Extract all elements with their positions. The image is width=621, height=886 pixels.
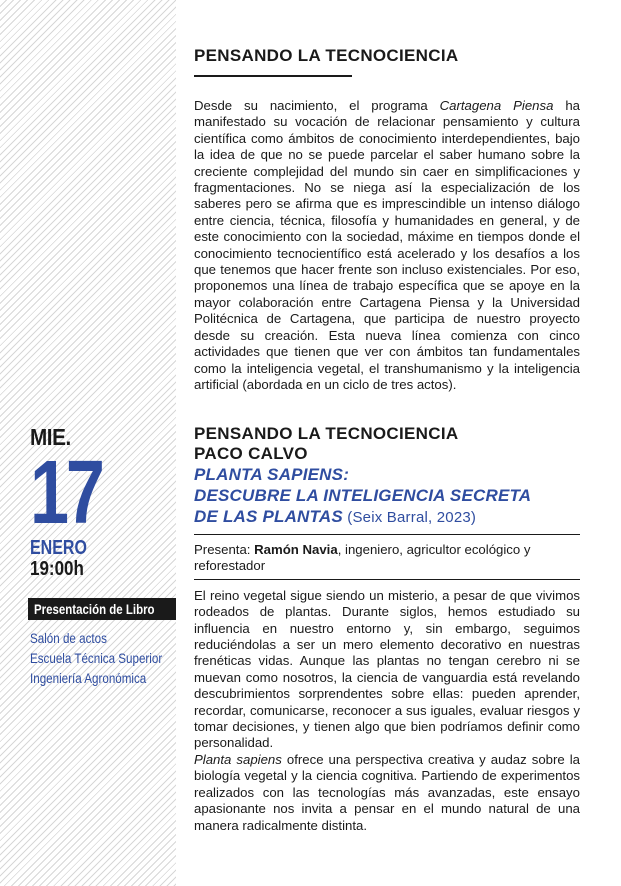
event-venue [30, 628, 180, 688]
event-section [194, 424, 580, 834]
event-day: 17 [30, 443, 102, 543]
description-paragraph [194, 752, 580, 834]
presenter-description: , ingeniero, agricultor ecológico y reforestador [194, 542, 531, 574]
event-date-block [30, 424, 180, 581]
presenter-label: Presenta: [194, 542, 255, 557]
intro-section [194, 46, 580, 393]
book-title-line: DESCUBRE LA INTELIGENCIA SECRETA [194, 486, 532, 505]
event-month: ENERO [30, 537, 87, 559]
title-rule [194, 75, 352, 77]
event-series: PENSANDO LA TECNOCIENCIA [194, 424, 459, 443]
venue-line: Salón de actos [30, 630, 107, 646]
event-time: 19:00h [30, 558, 84, 580]
venue-line: Escuela Técnica Superior [30, 650, 163, 666]
intro-text-rest: ha manifestado su vocación de relacionar pensamiento y cultura científica como ámbitos de conocimiento interdependientes, bajo la idea de que no se puede parcelar el saber humano sobre la creciente complejidad del mundo sin caer en simplificaciones y fragmentaciones. No se niega así la especialización de los saberes pero se afirma que es imprescindible un intenso diálogo entre ciencia, técnica, filosofía y humanidades en general, y de este conocimiento con la sociedad, máxime en tiempos donde el conocimiento tecnocientífico está acelerado y los desafíos a los que tenemos que hacer frente son incluso existenciales. Por eso, proponemos una línea de trabajo específica que se apoye en la mayor colaboración entre Cartagena Piensa y la Universidad Politécnica de Cartagena, que participa de nuestro proyecto desde su creación. Esta nueva línea comienza con cinco actividades que tienen que ver con ámbitos tan fundamentales como la inteligencia vegetal, el transhumanismo y la inteligencia artificial (abordada en un ciclo de tres actos). [194, 98, 580, 392]
book-title-line: PLANTA SAPIENS: [194, 465, 350, 484]
intro-text-start: Desde su nacimiento, el programa [194, 98, 440, 113]
presenter-line [194, 542, 580, 575]
event-author: PACO CALVO [194, 444, 308, 463]
book-publisher: (Seix Barral, 2023) [342, 509, 477, 526]
divider [194, 579, 580, 580]
program-name: Cartagena Piensa [439, 98, 554, 113]
book-title-end: DE LAS PLANTAS [194, 507, 343, 526]
venue-line: Ingeniería Agronómica [30, 670, 147, 686]
event-description [194, 588, 580, 834]
description-paragraph: El reino vegetal sigue siendo un misterio, a pesar de que vivimos rodeados de plantas. Durante siglos, hemos estudiado su influencia en nuestro entorno y, sin embargo, seguimos reduciéndolas a ser un mero elemento decorativo en nuestras frenéticas vidas. Aunque las plantas no tengan cerebro ni se muevan como nosotros, la ciencia de vanguardia está revelando descubrimientos sorprendentes sobre ellas: pueden aprender, recordar, comunicarse, reconocer a sus iguales, evaluar riesgos y tomar decisiones, y tienen algo que bien podríamos definir como personalidad. [194, 587, 580, 751]
divider [194, 534, 580, 535]
event-type-badge [28, 598, 176, 620]
event-type-label: Presentación de Libro [34, 601, 155, 617]
description-text: ofrece una perspectiva creativa y audaz sobre la biología vegetal y la ciencia cognitiva. Partiendo de experimentos realizados con las tecnologías más avanzadas, este ensayo apasionante nos invita a pensar en el mundo natural de una manera radicalmente distinta. [194, 751, 580, 833]
book-name: Planta sapiens [194, 751, 282, 767]
presenter-name: Ramón Navia [254, 542, 338, 557]
event-weekday: MIE. [30, 424, 71, 450]
intro-title: PENSANDO LA TECNOCIENCIA [194, 46, 459, 65]
intro-text [194, 98, 580, 393]
book-title-line [194, 506, 580, 528]
